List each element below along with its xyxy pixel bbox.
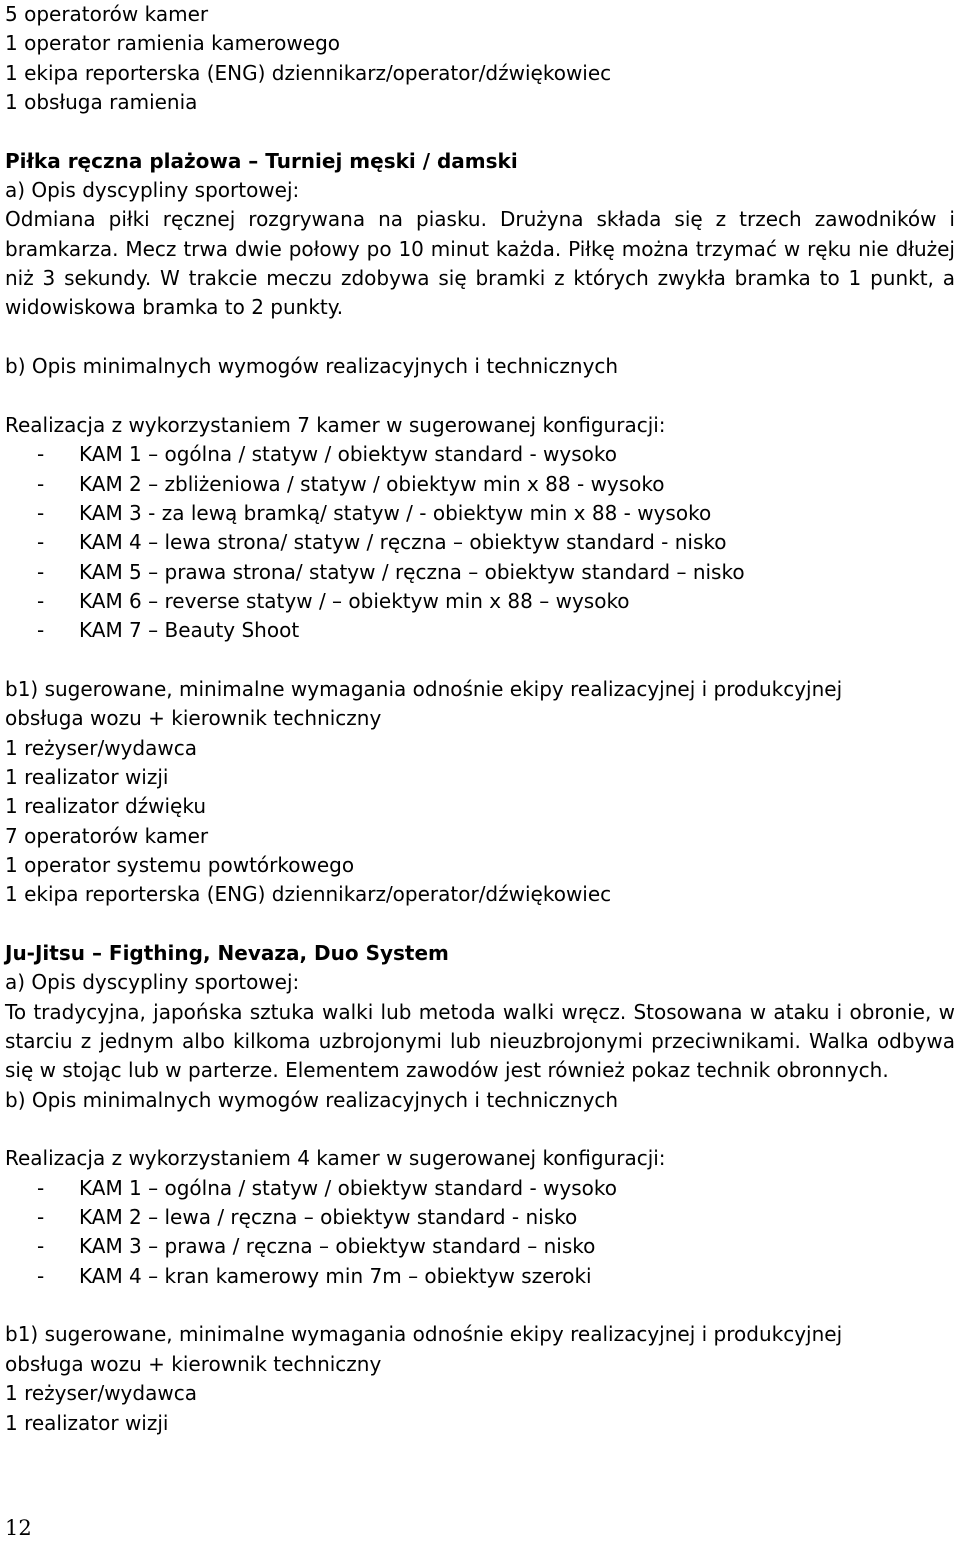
discipline-description: Odmiana piłki ręcznej rozgrywana na piasku. Drużyna składa się z trzech zawodników i bramkarza. Mecz trwa dwie połowy po 10 minut każda. Piłkę można trzymać w ręku nie dłużej niż 3 sekundy. W trakcie meczu zdobywa się bramki z których zwykła bramka to 1 punkt, a widowiskowa bramka to 2 punkty. (5, 207, 955, 320)
camera-list-item: - KAM 2 – zbliżeniowa / statyw / obiektyw min x 88 - wysoko (5, 470, 955, 499)
section-a-heading: a) Opis dyscypliny sportowej: (5, 970, 300, 995)
camera-list-item: - KAM 4 – kran kamerowy min 7m – obiektyw szeroki (5, 1262, 955, 1291)
section-b1-heading: b1) sugerowane, minimalne wymagania odnośnie ekipy realizacyjnej i produkcyjnej (5, 1322, 843, 1347)
crew-line: obsługa wozu + kierownik techniczny (5, 1351, 382, 1376)
camera-list-item: - KAM 1 – ogólna / statyw / obiektyw standard - wysoko (5, 1174, 955, 1203)
crew-line: obsługa wozu + kierownik techniczny (5, 706, 382, 731)
text-line: 1 operator ramienia kamerowego (5, 31, 341, 56)
camera-list-item: - KAM 5 – prawa strona/ statyw / ręczna – obiektyw standard – nisko (5, 558, 955, 587)
crew-line: 1 realizator dźwięku (5, 794, 207, 819)
camera-list-item: - KAM 4 – lewa strona/ statyw / ręczna – obiektyw standard - nisko (5, 528, 955, 557)
section-title-beach-handball: Piłka ręczna plażowa – Turniej męski / damski (5, 148, 518, 173)
section-b1-heading: b1) sugerowane, minimalne wymagania odnośnie ekipy realizacyjnej i produkcyjnej (5, 676, 843, 701)
discipline-description: To tradycyjna, japońska sztuka walki lub metoda walki wręcz. Stosowana w ataku i obronie, w starciu z jednym albo kilkoma uzbrojonymi lub nieuzbrojonymi przeciwnikami. Walka odbywa się w stojąc lub w parterze. Elementem zawodów jest również pokaz technik obronnych. (5, 999, 955, 1083)
camera-list-item: - KAM 3 - za lewą bramką/ statyw / - obiektyw min x 88 - wysoko (5, 499, 955, 528)
document-page (5, 0, 955, 1438)
camera-list-item: - KAM 6 – reverse statyw / – obiektyw min x 88 – wysoko (5, 587, 955, 616)
camera-config-intro: Realizacja z wykorzystaniem 4 kamer w sugerowanej konfiguracji: (5, 1146, 666, 1171)
crew-line: 1 ekipa reporterska (ENG) dziennikarz/operator/dźwiękowiec (5, 882, 612, 907)
crew-line: 1 realizator wizji (5, 764, 169, 789)
section-b-heading: b) Opis minimalnych wymogów realizacyjnych i technicznych (5, 1087, 619, 1112)
text-line: 1 obsługa ramienia (5, 90, 198, 115)
crew-line: 1 reżyser/wydawca (5, 735, 197, 760)
camera-config-intro: Realizacja z wykorzystaniem 7 kamer w sugerowanej konfiguracji: (5, 412, 666, 437)
section-title-jujitsu: Ju-Jitsu – Figthing, Nevaza, Duo System (5, 941, 449, 965)
camera-list-item: - KAM 1 – ogólna / statyw / obiektyw standard - wysoko (5, 440, 955, 469)
crew-line: 1 realizator wizji (5, 1410, 169, 1435)
page-number: 12 (5, 1516, 32, 1540)
section-b-heading: b) Opis minimalnych wymogów realizacyjnych i technicznych (5, 354, 619, 379)
text-line: 5 operatorów kamer (5, 2, 209, 26)
camera-list-item: - KAM 2 – lewa / ręczna – obiektyw standard - nisko (5, 1203, 955, 1232)
crew-line: 1 operator systemu powtórkowego (5, 852, 355, 877)
camera-list-item: - KAM 3 – prawa / ręczna – obiektyw standard – nisko (5, 1232, 955, 1261)
section-a-heading: a) Opis dyscypliny sportowej: (5, 178, 300, 203)
crew-line: 1 reżyser/wydawca (5, 1381, 197, 1406)
text-line: 1 ekipa reporterska (ENG) dziennikarz/operator/dźwiękowiec (5, 60, 612, 85)
crew-line: 7 operatorów kamer (5, 823, 209, 848)
camera-list-item: - KAM 7 – Beauty Shoot (5, 616, 955, 645)
